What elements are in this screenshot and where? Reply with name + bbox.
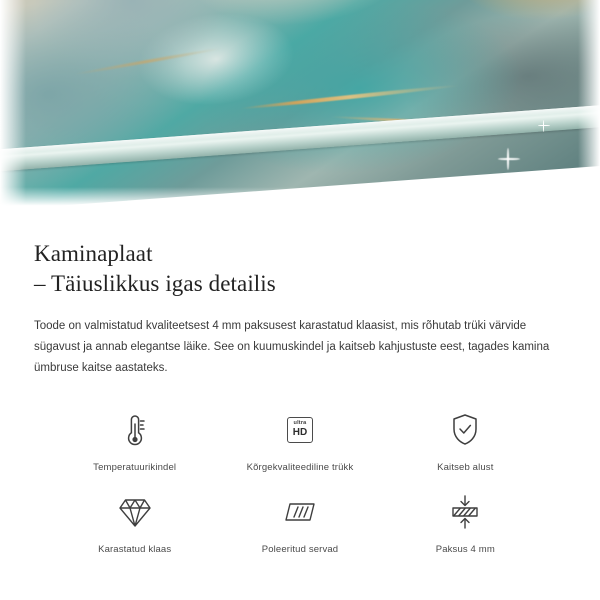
hero-fade-left [0, 0, 26, 213]
diamond-icon [109, 488, 161, 536]
ultra-hd-icon [274, 406, 326, 454]
thermometer-icon [109, 406, 161, 454]
feature-label: Kõrgekvaliteediline trükk [246, 461, 354, 473]
polished-edge-icon [274, 488, 326, 536]
ultra-hd-badge-small: ultra [293, 420, 307, 427]
ultra-hd-badge-big: HD [292, 426, 308, 438]
page-title-line-1: Kaminaplaat [34, 241, 153, 266]
feature-item-polished-edges [217, 488, 382, 556]
shield-check-icon [439, 406, 491, 454]
page-title-line-2: – Täiuslikkus igas detailis [34, 271, 276, 297]
description-text: Toode on valmistatud kvaliteetsest 4 mm paksusest karastatud klaasist, mis rõhutab trüki värvide sügavust ja annab elegantse läike. See on kuumuskindel ja kaitseb kahjustuste eest, tagades kamina ümbruse kaitse aastateks. [34, 319, 550, 375]
feature-item-thickness [383, 488, 548, 556]
page-title [34, 239, 566, 300]
hero-fade-right [578, 0, 600, 213]
hero-fade-bottom [0, 187, 600, 213]
feature-item-tempered-glass [52, 488, 217, 556]
feature-label: Paksus 4 mm [435, 543, 495, 555]
feature-label: Temperatuurikindel [93, 461, 177, 473]
feature-grid [34, 406, 566, 557]
feature-item-protection [383, 406, 548, 474]
feature-label: Poleeritud servad [261, 543, 339, 555]
feature-item-temperature [52, 406, 217, 474]
feature-item-print-quality [217, 406, 382, 474]
content-section [0, 213, 600, 556]
feature-label: Kaitseb alust [437, 461, 494, 473]
marble-texture [0, 0, 600, 210]
thickness-icon [439, 488, 491, 536]
hero-image [0, 0, 600, 213]
feature-label: Karastatud klaas [98, 543, 172, 555]
